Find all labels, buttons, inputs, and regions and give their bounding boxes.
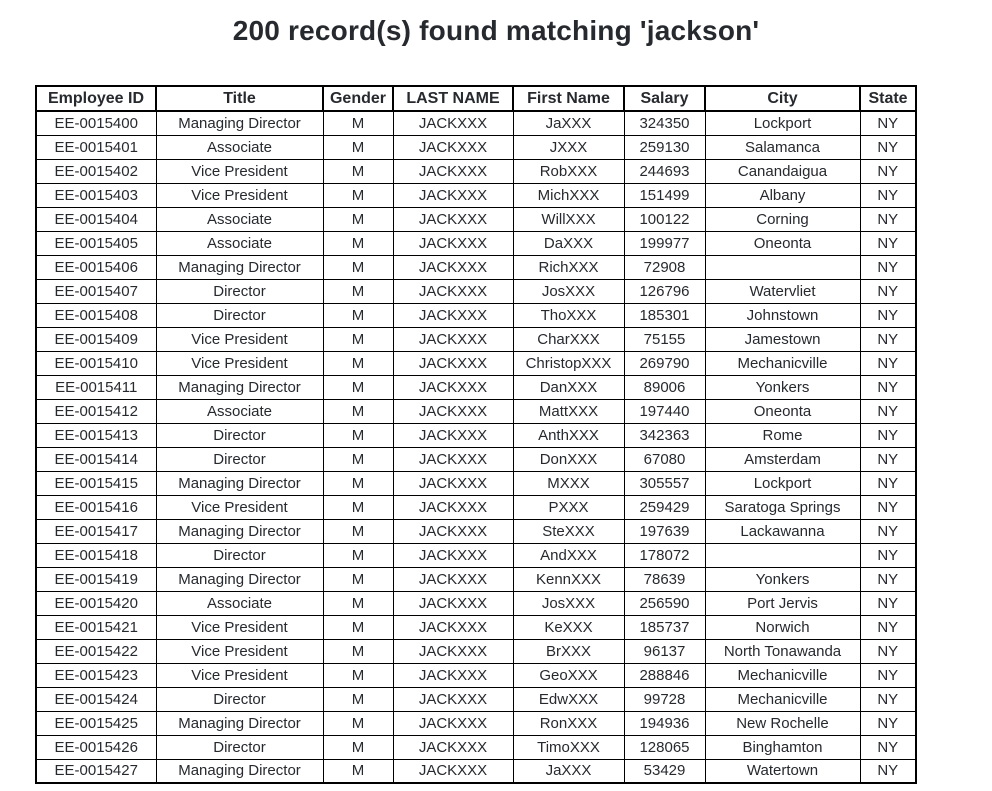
- cell-state: NY: [860, 495, 916, 519]
- cell-city: Watertown: [705, 759, 860, 783]
- cell-last-name: JACKXXX: [393, 759, 513, 783]
- table-row: [36, 471, 916, 495]
- cell-gender: M: [323, 615, 393, 639]
- table-row: [36, 303, 916, 327]
- cell-gender: M: [323, 207, 393, 231]
- cell-salary: 100122: [624, 207, 705, 231]
- cell-salary: 194936: [624, 711, 705, 735]
- cell-title: Director: [156, 543, 323, 567]
- cell-last-name: JACKXXX: [393, 183, 513, 207]
- table-row: [36, 447, 916, 471]
- cell-last-name: JACKXXX: [393, 351, 513, 375]
- table-row: [36, 591, 916, 615]
- cell-title: Director: [156, 447, 323, 471]
- table-header: [36, 86, 916, 111]
- cell-gender: M: [323, 447, 393, 471]
- cell-gender: M: [323, 327, 393, 351]
- cell-city: Port Jervis: [705, 591, 860, 615]
- cell-gender: M: [323, 639, 393, 663]
- cell-employee-id: EE-0015426: [36, 735, 156, 759]
- cell-state: NY: [860, 447, 916, 471]
- cell-employee-id: EE-0015423: [36, 663, 156, 687]
- cell-city: North Tonawanda: [705, 639, 860, 663]
- cell-state: NY: [860, 135, 916, 159]
- cell-state: NY: [860, 279, 916, 303]
- cell-salary: 126796: [624, 279, 705, 303]
- table-row: [36, 375, 916, 399]
- cell-title: Director: [156, 735, 323, 759]
- cell-employee-id: EE-0015416: [36, 495, 156, 519]
- column-header-state: State: [860, 86, 916, 111]
- cell-title: Associate: [156, 399, 323, 423]
- cell-first-name: KennXXX: [513, 567, 624, 591]
- cell-title: Vice President: [156, 159, 323, 183]
- cell-title: Vice President: [156, 615, 323, 639]
- cell-title: Associate: [156, 231, 323, 255]
- cell-city: New Rochelle: [705, 711, 860, 735]
- cell-employee-id: EE-0015407: [36, 279, 156, 303]
- cell-employee-id: EE-0015418: [36, 543, 156, 567]
- cell-gender: M: [323, 423, 393, 447]
- table-row: [36, 711, 916, 735]
- cell-title: Managing Director: [156, 111, 323, 135]
- column-header-city: City: [705, 86, 860, 111]
- cell-city: Mechanicville: [705, 351, 860, 375]
- column-header-gender: Gender: [323, 86, 393, 111]
- cell-gender: M: [323, 351, 393, 375]
- cell-state: NY: [860, 207, 916, 231]
- cell-first-name: SteXXX: [513, 519, 624, 543]
- cell-state: NY: [860, 303, 916, 327]
- cell-gender: M: [323, 663, 393, 687]
- cell-last-name: JACKXXX: [393, 279, 513, 303]
- cell-gender: M: [323, 279, 393, 303]
- cell-state: NY: [860, 687, 916, 711]
- cell-last-name: JACKXXX: [393, 255, 513, 279]
- cell-employee-id: EE-0015410: [36, 351, 156, 375]
- table-row: [36, 615, 916, 639]
- cell-first-name: DonXXX: [513, 447, 624, 471]
- cell-city: Canandaigua: [705, 159, 860, 183]
- cell-salary: 324350: [624, 111, 705, 135]
- cell-employee-id: EE-0015419: [36, 567, 156, 591]
- cell-state: NY: [860, 543, 916, 567]
- cell-employee-id: EE-0015427: [36, 759, 156, 783]
- cell-gender: M: [323, 711, 393, 735]
- cell-salary: 259130: [624, 135, 705, 159]
- cell-city: [705, 543, 860, 567]
- cell-first-name: DaXXX: [513, 231, 624, 255]
- cell-state: NY: [860, 615, 916, 639]
- cell-last-name: JACKXXX: [393, 639, 513, 663]
- cell-salary: 89006: [624, 375, 705, 399]
- cell-state: NY: [860, 639, 916, 663]
- cell-gender: M: [323, 231, 393, 255]
- table-row: [36, 327, 916, 351]
- cell-title: Vice President: [156, 663, 323, 687]
- cell-first-name: JosXXX: [513, 591, 624, 615]
- cell-first-name: JaXXX: [513, 759, 624, 783]
- cell-title: Associate: [156, 135, 323, 159]
- cell-salary: 244693: [624, 159, 705, 183]
- cell-first-name: MXXX: [513, 471, 624, 495]
- cell-first-name: WillXXX: [513, 207, 624, 231]
- table-row: [36, 279, 916, 303]
- cell-first-name: PXXX: [513, 495, 624, 519]
- table-row: [36, 183, 916, 207]
- cell-salary: 342363: [624, 423, 705, 447]
- cell-title: Managing Director: [156, 471, 323, 495]
- cell-salary: 185737: [624, 615, 705, 639]
- cell-gender: M: [323, 135, 393, 159]
- cell-salary: 197639: [624, 519, 705, 543]
- cell-employee-id: EE-0015409: [36, 327, 156, 351]
- cell-state: NY: [860, 591, 916, 615]
- cell-title: Vice President: [156, 495, 323, 519]
- cell-city: Yonkers: [705, 567, 860, 591]
- cell-last-name: JACKXXX: [393, 591, 513, 615]
- cell-salary: 78639: [624, 567, 705, 591]
- cell-state: NY: [860, 231, 916, 255]
- cell-state: NY: [860, 735, 916, 759]
- cell-title: Vice President: [156, 327, 323, 351]
- cell-gender: M: [323, 759, 393, 783]
- cell-city: Watervliet: [705, 279, 860, 303]
- cell-first-name: AnthXXX: [513, 423, 624, 447]
- cell-employee-id: EE-0015411: [36, 375, 156, 399]
- cell-salary: 72908: [624, 255, 705, 279]
- cell-last-name: JACKXXX: [393, 207, 513, 231]
- cell-state: NY: [860, 663, 916, 687]
- cell-salary: 96137: [624, 639, 705, 663]
- table-row: [36, 567, 916, 591]
- cell-employee-id: EE-0015400: [36, 111, 156, 135]
- cell-last-name: JACKXXX: [393, 711, 513, 735]
- cell-first-name: RichXXX: [513, 255, 624, 279]
- cell-employee-id: EE-0015401: [36, 135, 156, 159]
- table-row: [36, 135, 916, 159]
- cell-last-name: JACKXXX: [393, 135, 513, 159]
- table-row: [36, 519, 916, 543]
- cell-gender: M: [323, 183, 393, 207]
- cell-employee-id: EE-0015425: [36, 711, 156, 735]
- cell-last-name: JACKXXX: [393, 543, 513, 567]
- table-row: [36, 111, 916, 135]
- cell-gender: M: [323, 567, 393, 591]
- cell-employee-id: EE-0015420: [36, 591, 156, 615]
- cell-last-name: JACKXXX: [393, 495, 513, 519]
- cell-salary: 185301: [624, 303, 705, 327]
- cell-last-name: JACKXXX: [393, 447, 513, 471]
- results-table-container: [35, 85, 917, 784]
- table-row: [36, 351, 916, 375]
- cell-gender: M: [323, 111, 393, 135]
- cell-city: Albany: [705, 183, 860, 207]
- cell-employee-id: EE-0015417: [36, 519, 156, 543]
- cell-city: Oneonta: [705, 399, 860, 423]
- cell-salary: 178072: [624, 543, 705, 567]
- cell-title: Director: [156, 423, 323, 447]
- cell-title: Managing Director: [156, 567, 323, 591]
- cell-state: NY: [860, 519, 916, 543]
- table-body: [36, 111, 916, 783]
- cell-salary: 305557: [624, 471, 705, 495]
- cell-title: Managing Director: [156, 375, 323, 399]
- cell-gender: M: [323, 735, 393, 759]
- cell-city: Johnstown: [705, 303, 860, 327]
- cell-state: NY: [860, 159, 916, 183]
- cell-title: Managing Director: [156, 519, 323, 543]
- cell-last-name: JACKXXX: [393, 327, 513, 351]
- cell-city: Jamestown: [705, 327, 860, 351]
- cell-title: Associate: [156, 207, 323, 231]
- table-row: [36, 159, 916, 183]
- cell-state: NY: [860, 327, 916, 351]
- table-row: [36, 207, 916, 231]
- table-row: [36, 759, 916, 783]
- cell-employee-id: EE-0015403: [36, 183, 156, 207]
- cell-last-name: JACKXXX: [393, 423, 513, 447]
- table-row: [36, 543, 916, 567]
- cell-state: NY: [860, 255, 916, 279]
- cell-last-name: JACKXXX: [393, 399, 513, 423]
- cell-last-name: JACKXXX: [393, 615, 513, 639]
- table-row: [36, 231, 916, 255]
- cell-state: NY: [860, 567, 916, 591]
- cell-state: NY: [860, 111, 916, 135]
- cell-gender: M: [323, 495, 393, 519]
- column-header-employee-id: Employee ID: [36, 86, 156, 111]
- table-header-row: [36, 86, 916, 111]
- cell-gender: M: [323, 519, 393, 543]
- cell-city: [705, 255, 860, 279]
- page-title: 200 record(s) found matching 'jackson': [232, 15, 760, 46]
- cell-salary: 197440: [624, 399, 705, 423]
- cell-title: Vice President: [156, 183, 323, 207]
- cell-city: Mechanicville: [705, 663, 860, 687]
- cell-first-name: JaXXX: [513, 111, 624, 135]
- cell-last-name: JACKXXX: [393, 663, 513, 687]
- cell-first-name: ChristopXXX: [513, 351, 624, 375]
- table-row: [36, 639, 916, 663]
- cell-gender: M: [323, 159, 393, 183]
- cell-employee-id: EE-0015424: [36, 687, 156, 711]
- cell-first-name: CharXXX: [513, 327, 624, 351]
- cell-city: Rome: [705, 423, 860, 447]
- cell-title: Vice President: [156, 351, 323, 375]
- cell-gender: M: [323, 375, 393, 399]
- cell-gender: M: [323, 687, 393, 711]
- column-header-last-name: LAST NAME: [393, 86, 513, 111]
- cell-city: Yonkers: [705, 375, 860, 399]
- cell-first-name: GeoXXX: [513, 663, 624, 687]
- cell-employee-id: EE-0015414: [36, 447, 156, 471]
- cell-city: Mechanicville: [705, 687, 860, 711]
- cell-employee-id: EE-0015412: [36, 399, 156, 423]
- cell-title: Managing Director: [156, 759, 323, 783]
- cell-title: Vice President: [156, 639, 323, 663]
- cell-title: Associate: [156, 591, 323, 615]
- cell-salary: 259429: [624, 495, 705, 519]
- cell-first-name: EdwXXX: [513, 687, 624, 711]
- cell-last-name: JACKXXX: [393, 303, 513, 327]
- column-header-first-name: First Name: [513, 86, 624, 111]
- cell-gender: M: [323, 255, 393, 279]
- cell-first-name: RonXXX: [513, 711, 624, 735]
- cell-state: NY: [860, 399, 916, 423]
- cell-state: NY: [860, 711, 916, 735]
- table-row: [36, 399, 916, 423]
- cell-gender: M: [323, 471, 393, 495]
- cell-salary: 151499: [624, 183, 705, 207]
- cell-employee-id: EE-0015413: [36, 423, 156, 447]
- cell-employee-id: EE-0015402: [36, 159, 156, 183]
- cell-salary: 288846: [624, 663, 705, 687]
- cell-state: NY: [860, 375, 916, 399]
- cell-last-name: JACKXXX: [393, 231, 513, 255]
- column-header-salary: Salary: [624, 86, 705, 111]
- cell-city: Lackawanna: [705, 519, 860, 543]
- cell-salary: 75155: [624, 327, 705, 351]
- table-row: [36, 495, 916, 519]
- cell-employee-id: EE-0015421: [36, 615, 156, 639]
- cell-salary: 256590: [624, 591, 705, 615]
- cell-first-name: RobXXX: [513, 159, 624, 183]
- cell-salary: 199977: [624, 231, 705, 255]
- cell-city: Oneonta: [705, 231, 860, 255]
- cell-first-name: JosXXX: [513, 279, 624, 303]
- cell-first-name: AndXXX: [513, 543, 624, 567]
- column-header-title: Title: [156, 86, 323, 111]
- cell-city: Amsterdam: [705, 447, 860, 471]
- cell-first-name: KeXXX: [513, 615, 624, 639]
- cell-salary: 67080: [624, 447, 705, 471]
- cell-title: Director: [156, 279, 323, 303]
- cell-title: Director: [156, 303, 323, 327]
- cell-city: Lockport: [705, 471, 860, 495]
- cell-state: NY: [860, 351, 916, 375]
- cell-city: Corning: [705, 207, 860, 231]
- cell-employee-id: EE-0015408: [36, 303, 156, 327]
- cell-salary: 128065: [624, 735, 705, 759]
- cell-gender: M: [323, 303, 393, 327]
- cell-city: Lockport: [705, 111, 860, 135]
- cell-last-name: JACKXXX: [393, 687, 513, 711]
- cell-title: Managing Director: [156, 711, 323, 735]
- cell-employee-id: EE-0015406: [36, 255, 156, 279]
- table-row: [36, 663, 916, 687]
- cell-salary: 99728: [624, 687, 705, 711]
- cell-first-name: ThoXXX: [513, 303, 624, 327]
- cell-first-name: BrXXX: [513, 639, 624, 663]
- cell-last-name: JACKXXX: [393, 111, 513, 135]
- table-row: [36, 687, 916, 711]
- cell-employee-id: EE-0015415: [36, 471, 156, 495]
- cell-state: NY: [860, 423, 916, 447]
- cell-employee-id: EE-0015404: [36, 207, 156, 231]
- cell-state: NY: [860, 759, 916, 783]
- cell-last-name: JACKXXX: [393, 159, 513, 183]
- cell-salary: 269790: [624, 351, 705, 375]
- cell-last-name: JACKXXX: [393, 735, 513, 759]
- cell-state: NY: [860, 471, 916, 495]
- cell-city: Saratoga Springs: [705, 495, 860, 519]
- cell-gender: M: [323, 591, 393, 615]
- table-row: [36, 735, 916, 759]
- cell-city: Salamanca: [705, 135, 860, 159]
- cell-title: Director: [156, 687, 323, 711]
- cell-gender: M: [323, 399, 393, 423]
- cell-state: NY: [860, 183, 916, 207]
- cell-last-name: JACKXXX: [393, 519, 513, 543]
- cell-first-name: MichXXX: [513, 183, 624, 207]
- cell-salary: 53429: [624, 759, 705, 783]
- table-row: [36, 255, 916, 279]
- cell-first-name: TimoXXX: [513, 735, 624, 759]
- cell-first-name: DanXXX: [513, 375, 624, 399]
- cell-employee-id: EE-0015422: [36, 639, 156, 663]
- cell-first-name: MattXXX: [513, 399, 624, 423]
- cell-last-name: JACKXXX: [393, 471, 513, 495]
- results-table: [35, 85, 917, 784]
- cell-gender: M: [323, 543, 393, 567]
- table-row: [36, 423, 916, 447]
- cell-city: Norwich: [705, 615, 860, 639]
- cell-first-name: JXXX: [513, 135, 624, 159]
- cell-last-name: JACKXXX: [393, 375, 513, 399]
- cell-employee-id: EE-0015405: [36, 231, 156, 255]
- cell-city: Binghamton: [705, 735, 860, 759]
- cell-title: Managing Director: [156, 255, 323, 279]
- cell-last-name: JACKXXX: [393, 567, 513, 591]
